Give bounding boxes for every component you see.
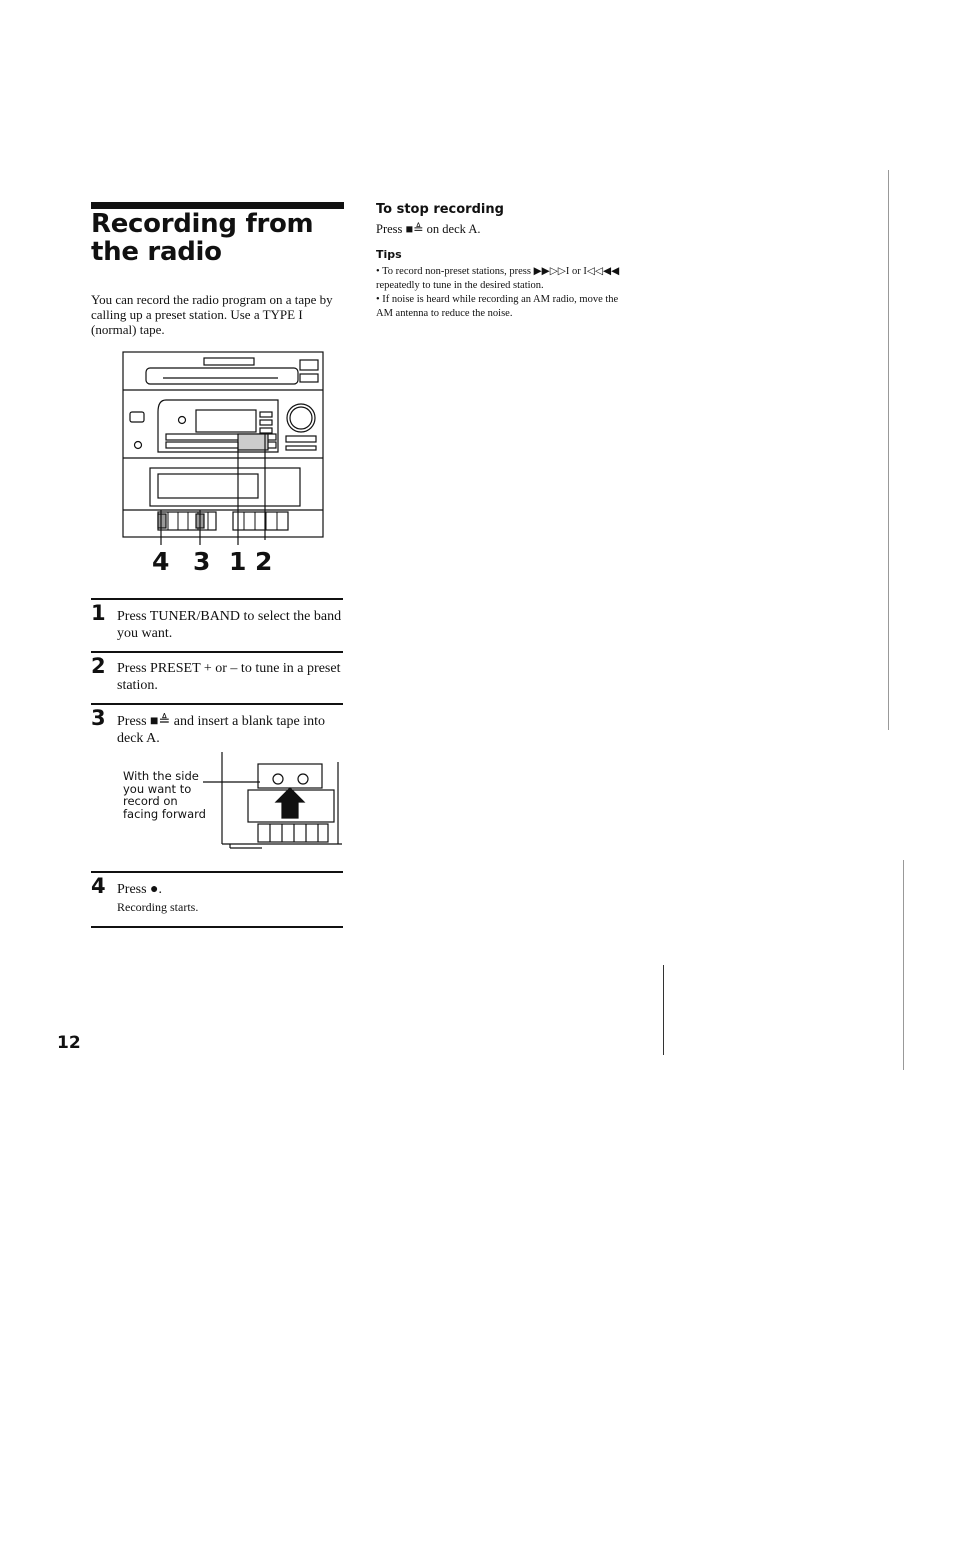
tip-item: • To record non-preset stations, press ▶▶▷▷I or I◁◁◀◀ repeatedly to tune in the desired station.: [376, 266, 620, 291]
step-1-text: Press TUNER/BAND to select the band you want.: [117, 609, 342, 641]
scan-artifact-line: [663, 965, 664, 1055]
step-4-subtext: Recording starts.: [117, 900, 199, 914]
page-title: Recording from the radio: [91, 209, 314, 267]
scan-artifact-edge: [888, 170, 889, 730]
stop-recording-text: Press ■≜ on deck A.: [376, 222, 481, 236]
tips-heading: Tips: [376, 248, 402, 261]
step-2-text: Press PRESET + or – to tune in a preset station.: [117, 661, 341, 693]
intro-paragraph: You can record the radio program on a tape by calling up a preset station. Use a TYPE I (normal) tape.: [91, 292, 333, 337]
step-1-number: 1: [91, 601, 106, 625]
steps-end-rule: [91, 926, 343, 928]
cassette-caption: With the side you want to record on facing forward: [123, 769, 206, 821]
callout-3: 3: [193, 547, 211, 576]
page-number: 12: [57, 1033, 81, 1053]
title-rule: [91, 202, 344, 209]
stop-recording-heading: To stop recording: [376, 202, 504, 217]
step-3-text: Press ■≜ and insert a blank tape into deck A.: [117, 714, 325, 746]
step-4-text: Press ●.: [117, 882, 163, 897]
scan-artifact-edge: [903, 860, 904, 1070]
callout-2: 2: [255, 547, 273, 576]
callout-1: 1: [229, 547, 247, 576]
callout-4: 4: [152, 547, 170, 576]
tip-item: • If noise is heard while recording an AM radio, move the AM antenna to reduce the noise.: [376, 294, 619, 319]
step-4-number: 4: [91, 874, 106, 898]
step-2-rule: [91, 651, 343, 653]
step-3-number: 3: [91, 706, 106, 730]
step-2-number: 2: [91, 654, 106, 678]
step-1-rule: [91, 598, 343, 600]
cassette-insert-illustration: [200, 752, 344, 852]
step-3-rule: [91, 703, 343, 705]
stereo-system-illustration: [118, 350, 328, 545]
step-4-rule: [91, 871, 343, 873]
